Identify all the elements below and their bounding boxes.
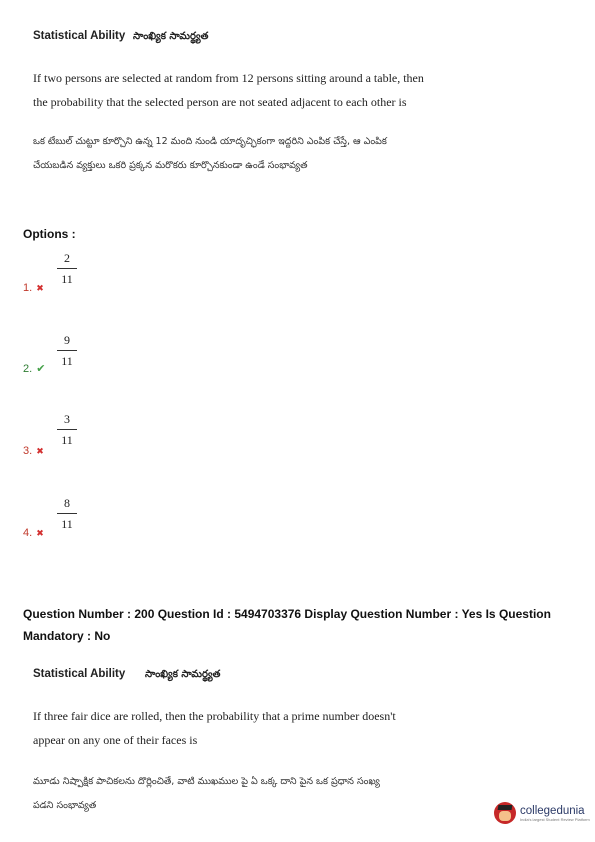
question-text-te-line: చేయబడిన వ్యక్తులు ఒకరి ప్రక్కన మరొకరు కూర్చొనకుండా ఉండే సంభావ్యత bbox=[33, 160, 308, 171]
wrong-mark-icon: ✖ bbox=[36, 528, 44, 538]
fraction-bar bbox=[57, 513, 77, 514]
question-text-en-line: If three fair dice are rolled, then the probability that a prime number doesn't bbox=[33, 709, 396, 723]
wrong-mark-icon: ✖ bbox=[36, 446, 44, 456]
collegedunia-logo bbox=[494, 802, 590, 824]
question-text-en bbox=[33, 704, 396, 752]
fraction-numerator: 9 bbox=[64, 333, 70, 347]
section-label-en: Statistical Ability bbox=[33, 668, 126, 680]
fraction-denominator: 11 bbox=[61, 354, 73, 368]
question-header-line: Mandatory : No bbox=[23, 629, 111, 643]
option-2[interactable] bbox=[23, 362, 45, 375]
section-label-en: Statistical Ability bbox=[33, 30, 126, 42]
option-number: 1. bbox=[23, 282, 33, 294]
option-number: 2. bbox=[23, 363, 33, 375]
wrong-mark-icon: ✖ bbox=[36, 283, 44, 293]
question-header-line: Question Number : 200 Question Id : 5494703376 Display Question Number : Yes Is Question bbox=[23, 607, 551, 621]
option-number: 3. bbox=[23, 445, 33, 457]
question-text-te-line: పడని సంభావ్యత bbox=[33, 800, 97, 811]
option-3[interactable] bbox=[23, 445, 44, 457]
option-4[interactable] bbox=[23, 527, 44, 539]
question-text-en bbox=[33, 66, 424, 114]
fraction-numerator: 2 bbox=[64, 251, 70, 265]
option-number: 4. bbox=[23, 527, 33, 539]
question-text-te-line: మూడు నిష్పాక్షిక పాచికలను దొర్లించితే, వాటి ముఖముల పై ఏ ఒక్క దాని పైన ఒక ప్రధాన సంఖ్య bbox=[33, 776, 380, 787]
question-text-te-line: ఒక టేబుల్ చుట్టూ కూర్చొని ఉన్న 12 మంది నుండి యాదృచ్ఛికంగా ఇద్దరిని ఎంపిక చేస్తే, ఆ ఎంపిక bbox=[33, 136, 387, 147]
fraction-denominator: 11 bbox=[61, 433, 73, 447]
option-3-fraction bbox=[55, 411, 79, 448]
question-header bbox=[23, 603, 583, 647]
fraction-numerator: 3 bbox=[64, 412, 70, 426]
fraction-bar bbox=[57, 350, 77, 351]
question-text-en-line: If two persons are selected at random from 12 persons sitting around a table, then bbox=[33, 71, 424, 85]
mascot-icon bbox=[494, 802, 516, 824]
question-text-en-line: the probability that the selected person are not seated adjacent to each other is bbox=[33, 95, 407, 109]
correct-check-icon: ✔ bbox=[36, 363, 46, 375]
logo-name: collegedunia bbox=[520, 804, 585, 817]
option-1[interactable] bbox=[23, 282, 44, 294]
question-text-te bbox=[33, 130, 387, 178]
option-2-fraction bbox=[55, 332, 79, 369]
question-text-en-line: appear on any one of their faces is bbox=[33, 733, 198, 747]
fraction-denominator: 11 bbox=[61, 272, 73, 286]
fraction-bar bbox=[57, 268, 77, 269]
option-1-fraction bbox=[55, 250, 79, 287]
question-text-te bbox=[33, 770, 380, 818]
fraction-denominator: 11 bbox=[61, 517, 73, 531]
section-label-te: సాంఖ్యిక సామర్థ్యత bbox=[133, 31, 209, 42]
fraction-numerator: 8 bbox=[64, 496, 70, 510]
fraction-bar bbox=[57, 429, 77, 430]
options-label: Options : bbox=[23, 227, 76, 241]
section-label-te: సాంఖ్యిక సామర్థ్యత bbox=[145, 669, 221, 680]
option-4-fraction bbox=[55, 495, 79, 532]
logo-tagline: India's largest Student Review Platform bbox=[520, 816, 590, 822]
